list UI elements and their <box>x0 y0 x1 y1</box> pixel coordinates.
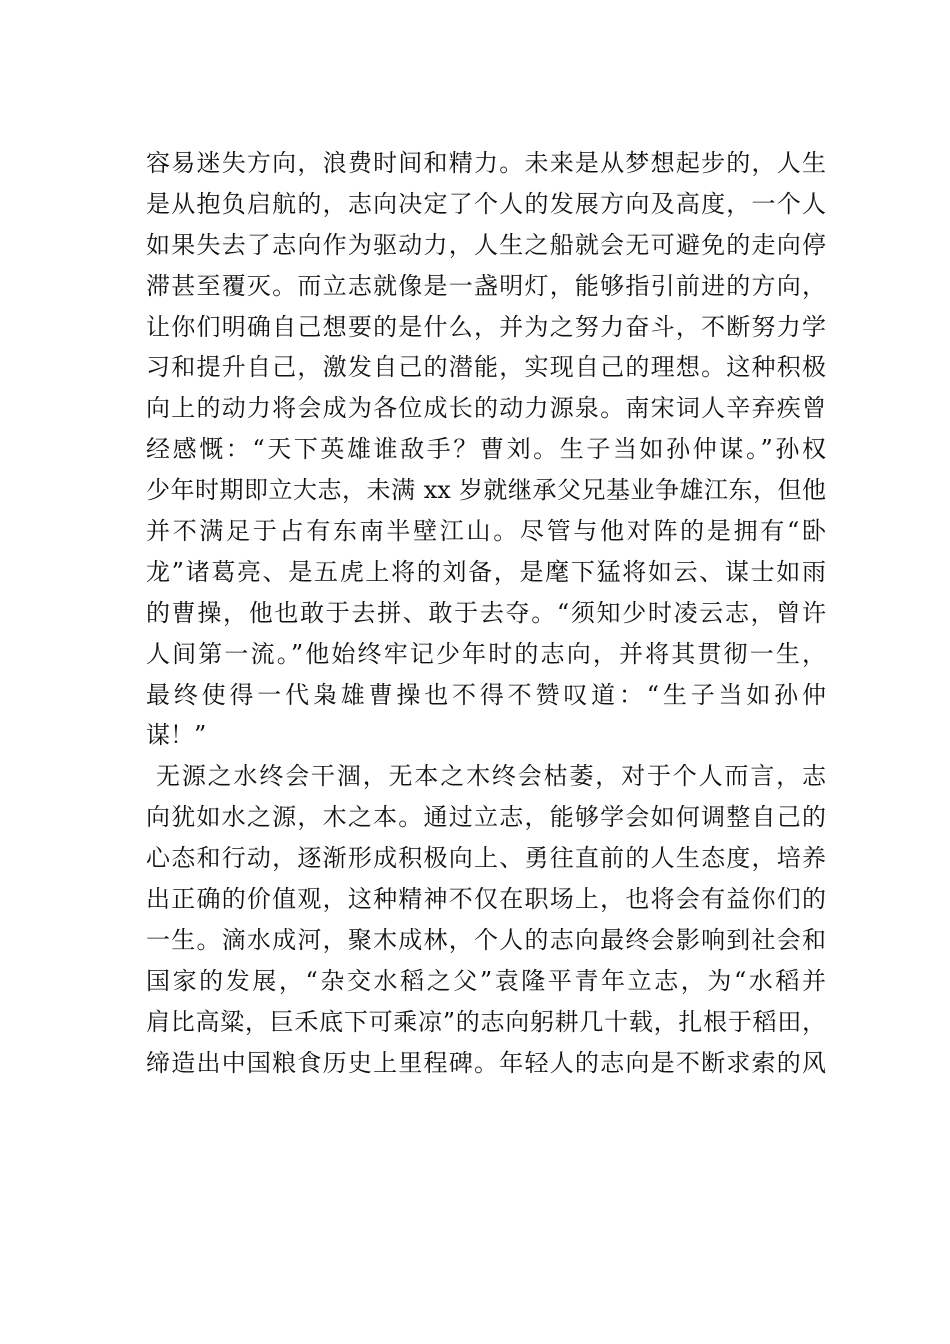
text-line: 向犹如水之源，木之本。通过立志，能够学会如何调整自己的 <box>146 803 826 832</box>
text-line: 无源之水终会干涸，无本之木终会枯萎，对于个人而言，志 <box>156 762 826 791</box>
text-line: 国家的发展，“杂交水稻之父”袁隆平青年立志，为“水稻并 <box>146 966 826 995</box>
text-line: 谋！” <box>146 721 207 750</box>
text-line: 肩比高粱，巨禾底下可乘凉”的志向躬耕几十载，扎根于稻田， <box>146 1007 826 1036</box>
text-line: 最终使得一代枭雄曹操也不得不赞叹道：“生子当如孙仲 <box>146 680 826 709</box>
text-line: 滞甚至覆灭。而立志就像是一盏明灯，能够指引前进的方向， <box>146 271 826 300</box>
text-line: 是从抱负启航的，志向决定了个人的发展方向及高度，一个人 <box>146 189 826 218</box>
text-line: 缔造出中国粮食历史上里程碑。年轻人的志向是不断求索的风 <box>146 1048 826 1077</box>
text-line: 容易迷失方向，浪费时间和精力。未来是从梦想起步的，人生 <box>146 149 826 177</box>
text-line: 一生。滴水成河，聚木成林，个人的志向最终会影响到社会和 <box>146 925 826 954</box>
text-line: 向上的动力将会成为各位成长的动力源泉。南宋词人辛弃疾曾 <box>146 394 826 423</box>
text-line: 的曹操，他也敢于去拼、敢于去夺。“须知少时凌云志，曾许 <box>146 598 826 627</box>
text-line: 心态和行动，逐渐形成积极向上、勇往直前的人生态度，培养 <box>146 844 826 873</box>
text-line: 人间第一流。”他始终牢记少年时的志向，并将其贯彻一生， <box>146 639 826 668</box>
paragraph <box>146 143 826 756</box>
text-line: 出正确的价值观，这种精神不仅在职场上，也将会有益你们的 <box>146 885 826 914</box>
text-line: 让你们明确自己想要的是什么，并为之努力奋斗，不断努力学 <box>146 312 826 341</box>
body-text <box>146 143 826 1083</box>
text-line: 少年时期即立大志，未满 xx 岁就继承父兄基业争雄江东，但他 <box>146 476 826 505</box>
paragraph <box>146 756 826 1083</box>
text-line: 习和提升自己，激发自己的潜能，实现自己的理想。这种积极 <box>146 353 826 382</box>
text-line: 龙”诸葛亮、是五虎上将的刘备，是麾下猛将如云、谋士如雨 <box>146 557 826 586</box>
text-line: 并不满足于占有东南半壁江山。尽管与他对阵的是拥有“卧 <box>146 517 826 546</box>
text-line: 经感慨：“天下英雄谁敌手？曹刘。生子当如孙仲谋。”孙权 <box>146 435 826 464</box>
text-line: 如果失去了志向作为驱动力，人生之船就会无可避免的走向停 <box>146 230 826 259</box>
